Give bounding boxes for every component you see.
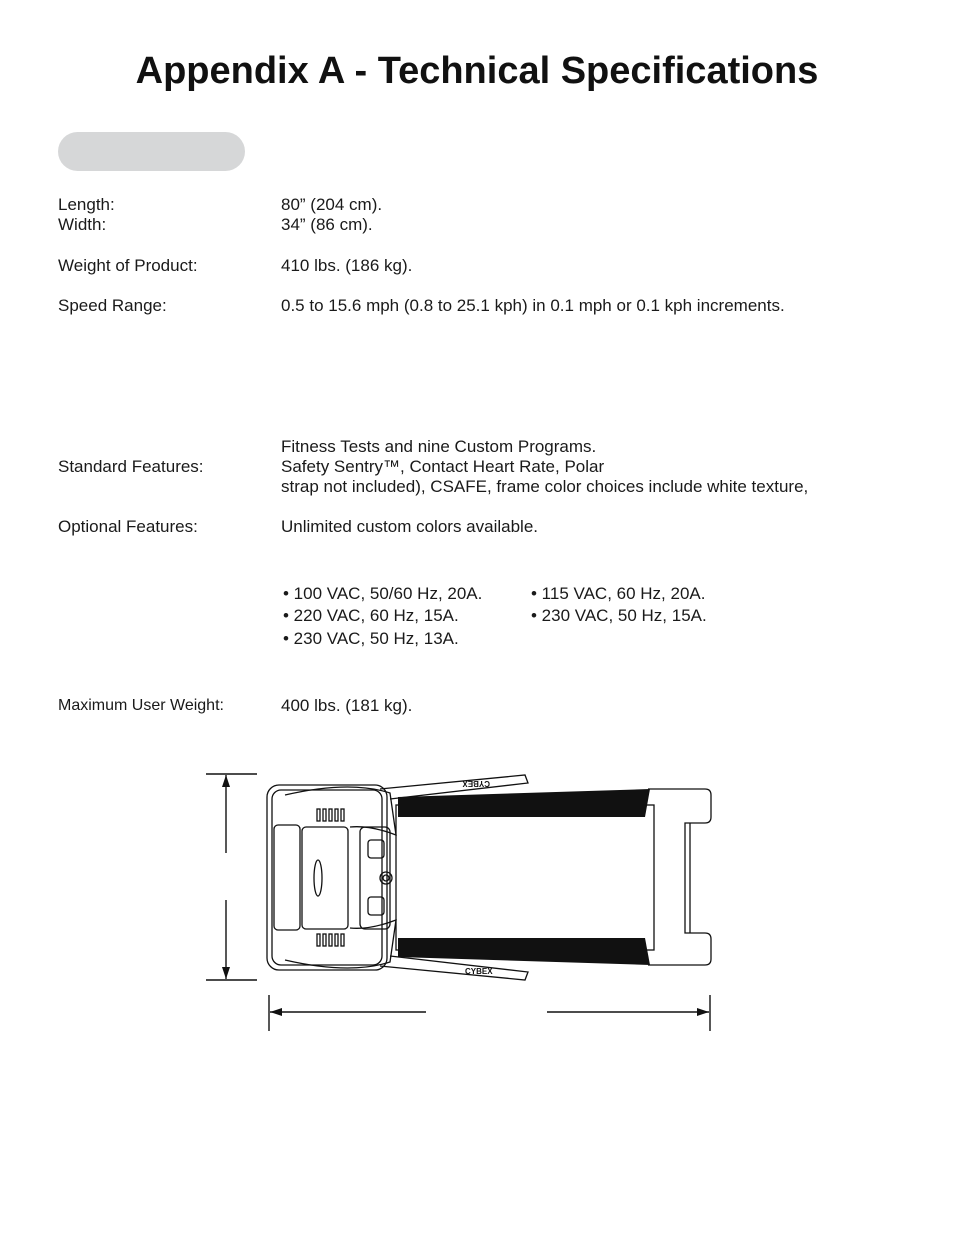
- standard-features-label: Standard Features:: [58, 457, 204, 476]
- speed-label: Speed Range:: [58, 296, 167, 315]
- weight-label: Weight of Product:: [58, 256, 198, 275]
- page-title: Appendix A - Technical Specifications: [135, 50, 819, 92]
- vent-slots-bottom: [317, 934, 344, 946]
- width-arrow-top: [222, 775, 230, 787]
- max-user-weight-label: Maximum User Weight:: [58, 697, 224, 714]
- brand-label-bottom: CYBEX: [465, 967, 493, 976]
- electrical-option: • 115 VAC, 60 Hz, 20A.: [531, 584, 706, 603]
- width-value: 34” (86 cm).: [281, 215, 373, 234]
- weight-value: 410 lbs. (186 kg).: [281, 256, 413, 275]
- vent-slots-top: [317, 809, 344, 821]
- length-arrow-right: [697, 1008, 709, 1016]
- running-belt: [396, 805, 654, 950]
- length-arrow-left: [270, 1008, 282, 1016]
- length-value: 80” (204 cm).: [281, 195, 383, 214]
- brand-label-top: CYBEX: [462, 779, 490, 788]
- optional-features-label: Optional Features:: [58, 517, 198, 536]
- electrical-option: • 220 VAC, 60 Hz, 15A.: [283, 606, 459, 625]
- standard-features-line-2: Safety Sentry™, Contact Heart Rate, Polar: [281, 457, 605, 476]
- standard-features-line-3: strap not included), CSAFE, frame color choices include white texture,: [281, 477, 809, 496]
- rear-frame: [648, 789, 711, 965]
- electrical-option: • 100 VAC, 50/60 Hz, 20A.: [283, 584, 483, 603]
- length-label: Length:: [58, 195, 115, 214]
- width-arrow-bottom: [222, 967, 230, 979]
- console-panel: [302, 827, 348, 929]
- optional-features-value: Unlimited custom colors available.: [281, 517, 538, 536]
- standard-features-line-1: Fitness Tests and nine Custom Programs.: [281, 437, 597, 456]
- max-user-weight-value: 400 lbs. (181 kg).: [281, 696, 413, 715]
- section-heading-pill: [58, 132, 245, 171]
- speed-value: 0.5 to 15.6 mph (0.8 to 25.1 kph) in 0.1 mph or 0.1 kph increments.: [281, 296, 785, 315]
- treadmill-top-view-diagram: [200, 765, 730, 1040]
- electrical-option: • 230 VAC, 50 Hz, 13A.: [283, 629, 459, 648]
- electrical-option: • 230 VAC, 50 Hz, 15A.: [531, 606, 707, 625]
- width-label: Width:: [58, 215, 107, 234]
- motor-hood: [267, 785, 387, 970]
